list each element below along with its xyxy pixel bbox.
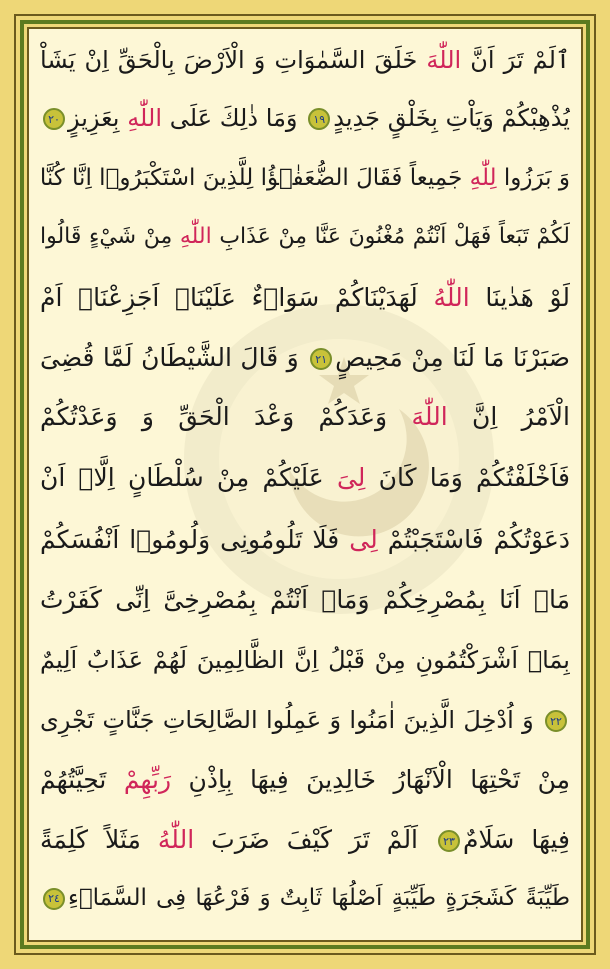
- verse-text: وَمَا ذٰلِكَ عَلَى: [161, 104, 306, 132]
- verse-text: وَ قَالَ الشَّيْطَانُ لَمَّا قُضِىَ: [40, 343, 308, 372]
- verse-number-marker: ٢٢: [545, 710, 567, 732]
- verse-text: وَعَدَكُمْ وَعْدَ الْحَقِّ وَ وَعَدْتُكُمْ: [40, 402, 412, 431]
- divine-name-text: اللّٰهِ: [127, 104, 162, 132]
- verse-text: لَوْ هَدٰينَا: [469, 283, 570, 312]
- verse-text: فَاَخْلَفْتُكُمْ وَمَا كَانَ: [365, 463, 570, 492]
- text-line: [40, 752, 570, 808]
- verse-number-marker: ٢٤: [43, 888, 65, 910]
- divine-name-text: رَبِّهِمْ: [123, 765, 172, 794]
- divine-name-text: اللّٰهُ: [433, 283, 470, 312]
- verse-text: مِنْ شَيْءٍ قَالُوا: [40, 224, 180, 249]
- text-line: [40, 870, 570, 926]
- verse-text: صَبَرْنَا مَا لَنَا مِنْ مَحِيصٍ: [335, 343, 570, 372]
- verse-text: يُذْهِبْكُمْ وَيَاْتِ بِخَلْقٍ جَدِيدٍ: [333, 104, 570, 132]
- divine-name-text: اللّٰهِ: [179, 224, 212, 249]
- verse-text: فِيهَا سَلَامٌ: [463, 825, 570, 854]
- verse-text: عَلَيْكُمْ مِنْ سُلْطَانٍ اِلَّاۤ اَنْ: [40, 463, 337, 492]
- verse-text: فَلَا تَلُومُونِى وَلُومُوۤا اَنْفُسَكُمْ: [40, 525, 350, 554]
- text-line: [40, 270, 570, 326]
- text-line: [40, 330, 570, 386]
- text-line: [40, 450, 570, 506]
- verse-text: بِعَزِيزٍ: [68, 104, 128, 132]
- verse-text: مَاۤ اَنَا بِمُصْرِخِكُمْ وَمَاۤ اَنْتُمْ بِمُصْرِخِىَّ اِنِّى كَفَرْتُ: [40, 585, 570, 614]
- text-line: [40, 90, 570, 146]
- verse-text: مَثَلاً كَلِمَةً: [40, 825, 158, 854]
- verse-number-marker: ٢١: [310, 348, 332, 370]
- verse-text: تَحِيَّتُهُمْ: [40, 765, 124, 794]
- divine-name-text: لِىَ: [336, 463, 366, 492]
- verse-number-marker: ١٩: [308, 108, 330, 130]
- divine-name-text: اللّٰهَ: [411, 402, 448, 431]
- verse-text: لَهَدَيْنَاكُمْ سَوَاۤءٌ عَلَيْنَاۤ اَجَزِعْنَاۤ اَمْ: [40, 283, 434, 312]
- text-line: [40, 692, 570, 748]
- verse-text: الْاَمْرُ اِنَّ: [447, 402, 570, 431]
- verse-text: اَلَمْ تَرَ كَيْفَ ضَرَبَ: [194, 825, 436, 854]
- verse-text: جَمِيعاً فَقَالَ الضُّعَفٰۤؤُا لِلَّذِينَ اسْتَكْبَرُوۤا اِنَّا كُنَّا: [40, 165, 470, 191]
- verse-text: بِمَاۤ اَشْرَكْتُمُونِ مِنْ قَبْلُ اِنَّ الظَّالِمِينَ لَهُمْ عَذَابٌ اَلِيمٌ: [40, 646, 570, 674]
- verse-text: ٱلَمْ تَرَ اَنَّ: [461, 46, 570, 74]
- text-line: [40, 512, 570, 568]
- text-line: [40, 632, 570, 688]
- verse-text: خَلَقَ السَّمٰوَاتِ وَ الْاَرْضَ بِالْحَقِّ اِنْ يَشَاْ: [40, 46, 427, 74]
- text-line: [40, 32, 570, 88]
- text-line: [40, 389, 570, 445]
- text-line: [40, 572, 570, 628]
- divine-name-text: اللّٰهُ: [157, 825, 195, 854]
- verse-number-marker: ٢٣: [438, 830, 460, 852]
- divine-name-text: لِلّٰهِ: [469, 165, 497, 191]
- verse-text: طَيِّبَةً كَشَجَرَةٍ طَيِّبَةٍ اَصْلُهَا ثَابِتٌ وَ فَرْعُهَا فِى السَّمَاۤءِ: [68, 885, 570, 911]
- verse-text: مِنْ تَحْتِهَا الْاَنْهَارُ خَالِدِينَ فِيهَا بِاِذْنِ: [171, 765, 570, 794]
- verse-text: وَ بَرَزُوا: [496, 165, 570, 191]
- text-line: [40, 812, 570, 868]
- verse-text: لَكُمْ تَبَعاً فَهَلْ اَنْتُمْ مُغْنُونَ عَنَّا مِنْ عَذَابِ: [211, 224, 570, 249]
- text-line: [40, 209, 570, 265]
- divine-name-text: اللّٰهَ: [426, 46, 462, 74]
- quran-text: [40, 32, 570, 937]
- verse-text: دَعَوْتُكُمْ فَاسْتَجَبْتُمْ: [377, 525, 570, 554]
- verse-text: وَ اُدْخِلَ الَّذِينَ اٰمَنُوا وَ عَمِلُوا الصَّالِحَاتِ جَنَّاتٍ تَجْرِى: [40, 706, 542, 734]
- verse-number-marker: ٢٠: [43, 108, 65, 130]
- divine-name-text: لِى: [349, 525, 378, 554]
- text-line: [40, 150, 570, 206]
